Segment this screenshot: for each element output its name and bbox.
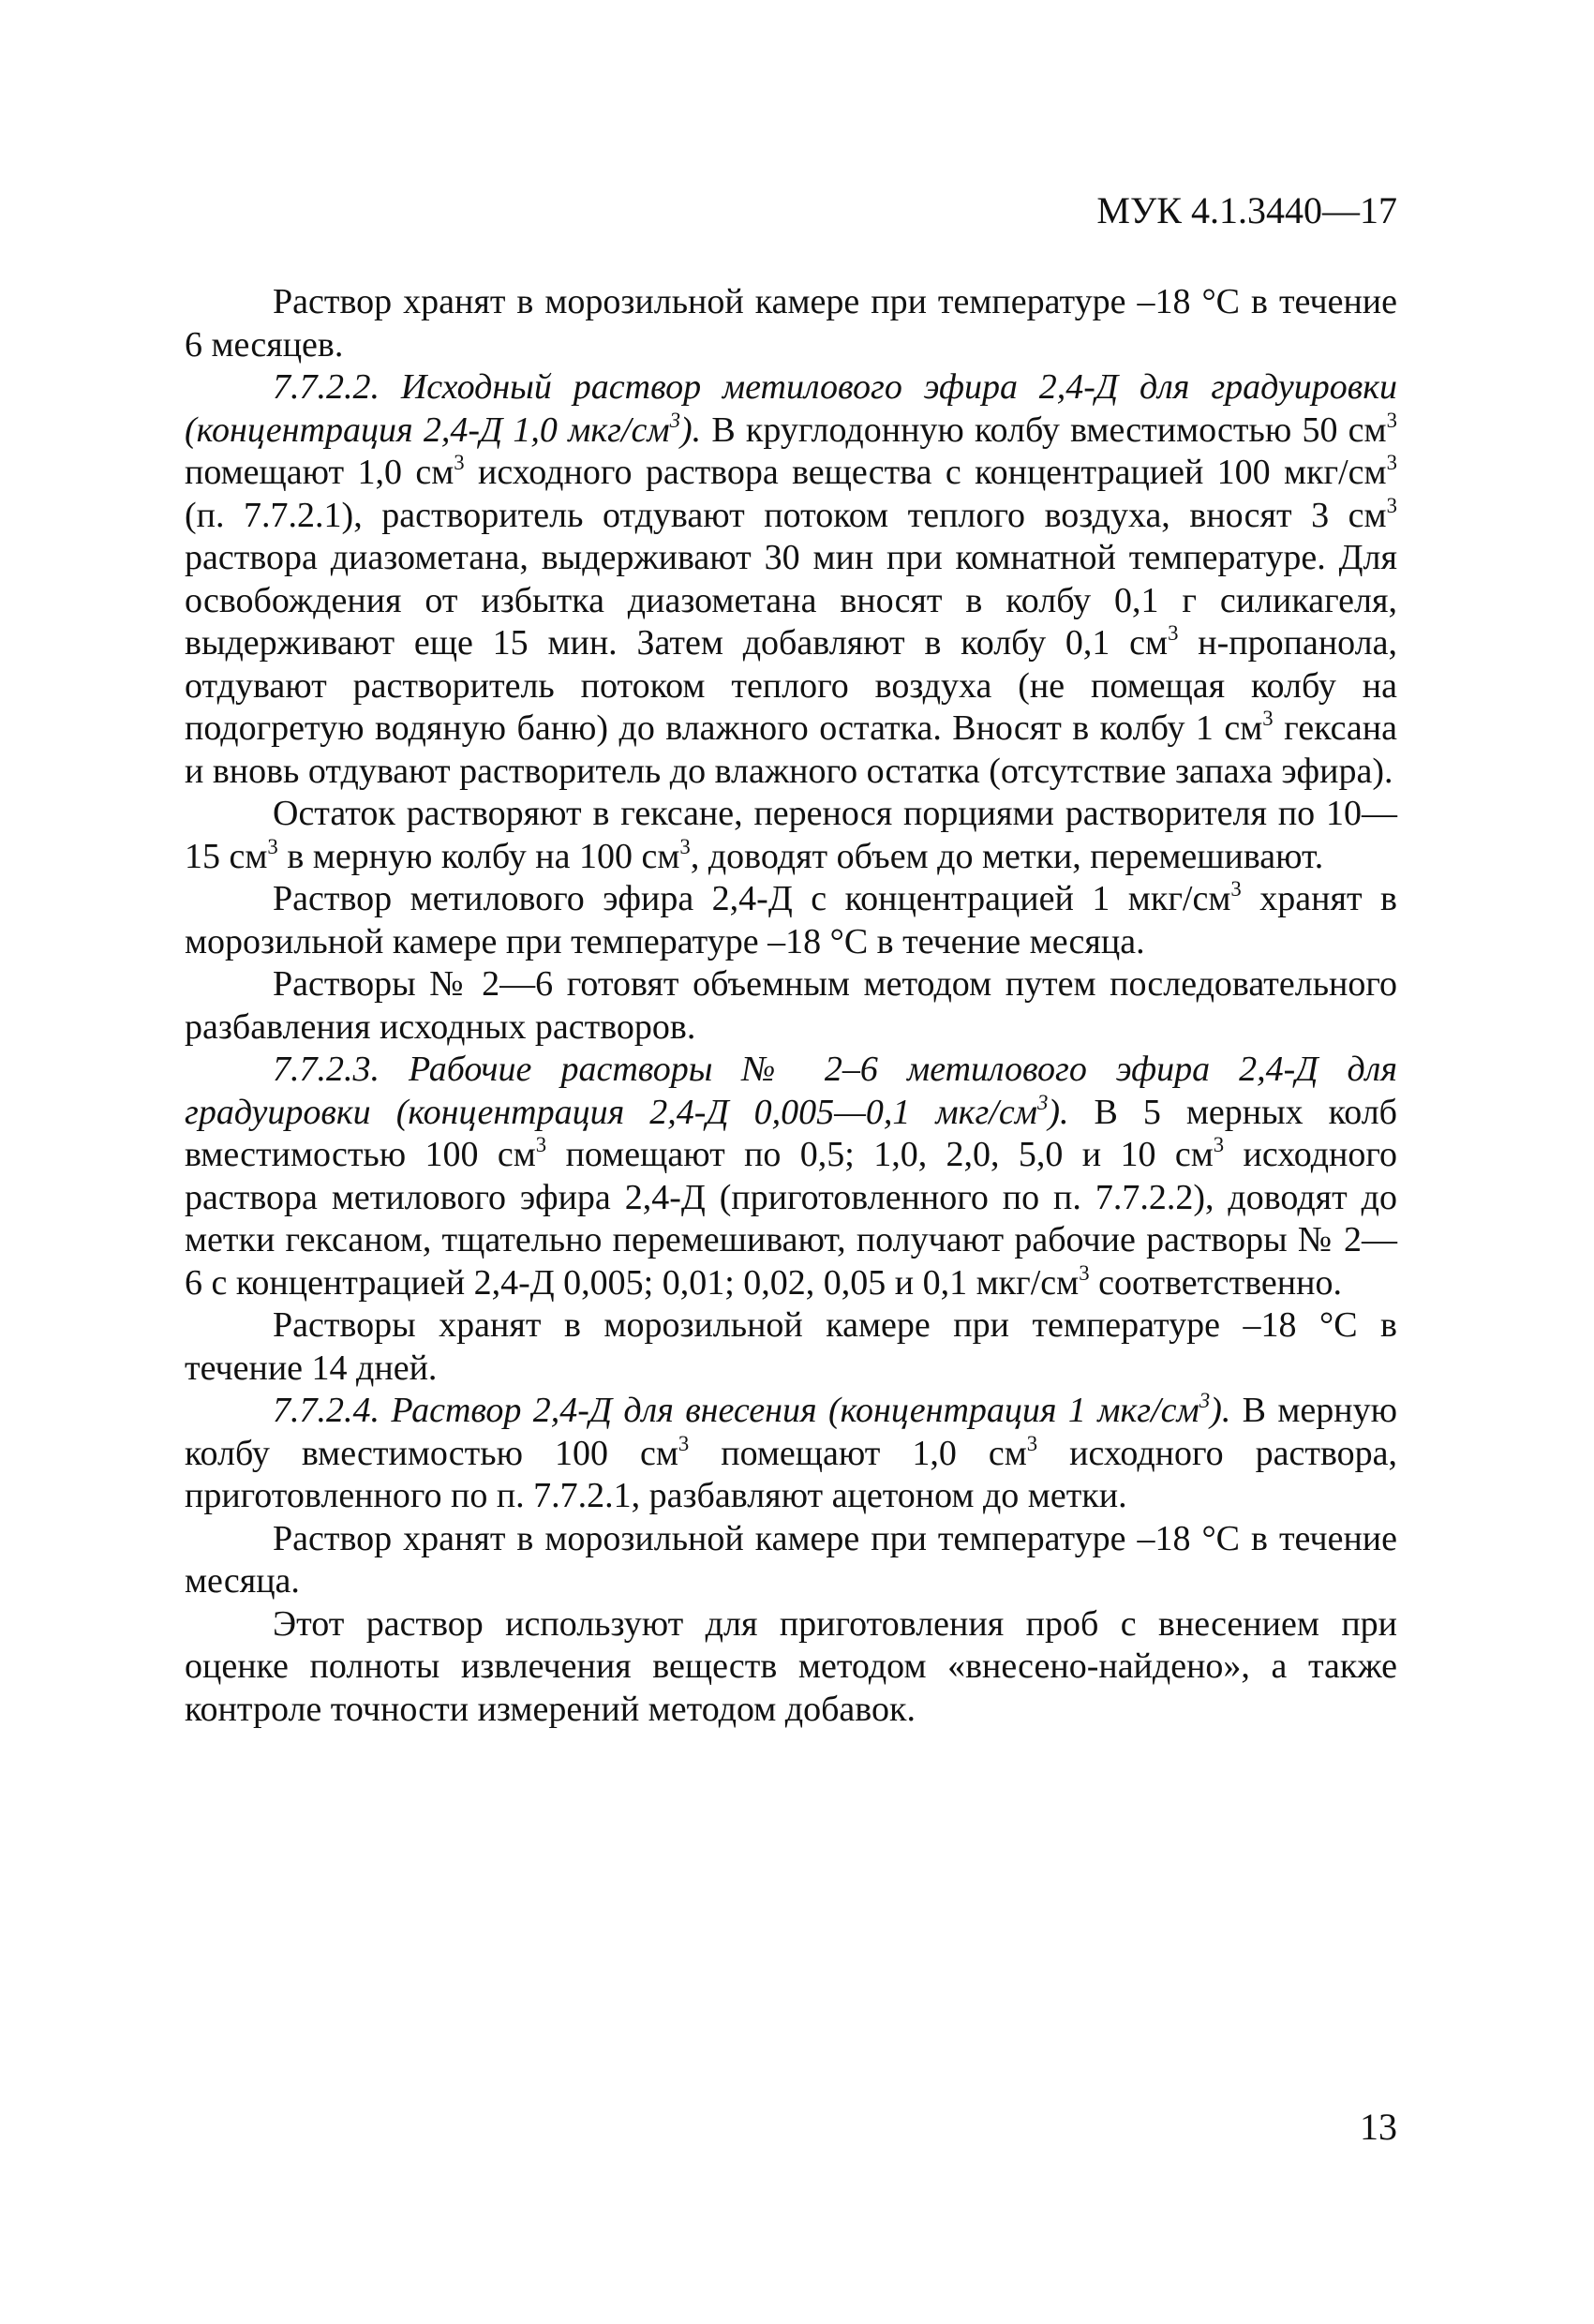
paragraph-usage: Этот раствор используют для приготовления проб с внесением при оценке полноты извлечения веществ методом «внесено-найдено», а также контроле точности измерений методом добавок. [185, 1603, 1397, 1729]
paragraph-storage-month: Раствор хранят в морозильной камере при температуре –18 °С в течение месяца. [185, 1518, 1397, 1601]
paragraph-7-7-2-2: 7.7.2.2. Исходный раствор метилового эфира 2,4-Д для градуировки (концентрация 2,4-Д 1,0 мкг/$см^3$). В круглодонную колбу вместимостью 50 $см^3$ помещают 1,0 $см^3$ исходного раствора вещества с концентрацией 100 мкг/$см^3$ (п. 7.7.2.1), растворитель отдувают потоком теплого воздуха, вносят 3 $см^3$ раствора диазометана, выдерживают 30 мин при комнатной температуре. Для освобождения от избытка диазометана вносят в колбу 0,1 г силикагеля, выдерживают еще 15 мин. Затем добавляют в колбу 0,1 $см^3$ н-пропанола, отдувают растворитель потоком теплого воздуха (не помещая колбу на подогретую водяную баню) до влажного остатка. Вносят в колбу 1 $см^3$ гексана и вновь отдувают растворитель до влажного остатка (отсутствие запаха эфира). [185, 367, 1397, 791]
section-title-7-7-2-2: 7.7.2.2. Исходный раствор метилового эфира 2,4-Д для градуировки (концентрация 2,4-Д 1,0 мкг/$см^3$). [185, 367, 1397, 450]
document-code: МУК 4.1.3440—17 [1096, 189, 1397, 231]
paragraph-storage-14-days: Растворы хранят в морозильной камере при температуре –18 °С в течение 14 дней. [185, 1305, 1397, 1388]
section-title-7-7-2-3: 7.7.2.3. Рабочие растворы № 2–6 метилового эфира 2,4-Д для градуировки (концентрация 2,4-Д 0,005—0,1 мкг/$см^3$). [185, 1050, 1397, 1132]
paragraph-solutions-2-6: Растворы № 2—6 готовят объемным методом путем последовательного разбавления исходных растворов. [185, 964, 1397, 1047]
paragraph-storage-1-month: Раствор метилового эфира 2,4-Д с концентрацией 1 мкг/$см^3$ хранят в морозильной камере при температуре –18 °С в течение месяца. [185, 877, 1397, 961]
page-number: 13 [1360, 2106, 1397, 2148]
paragraph-7-7-2-4: 7.7.2.4. Раствор 2,4-Д для внесения (концентрация 1 мкг/$см^3$). В мерную колбу вместимостью 100 $см^3$ помещают 1,0 $см^3$ исходного раствора, приготовленного по п. 7.7.2.1, разбавляют ацетоном до метки. [185, 1389, 1397, 1515]
paragraph-residue-dissolve: Остаток растворяют в гексане, перенося порциями растворителя по 10—15 $см^3$ в мерную колбу на 100 $см^3$, доводят объем до метки, перемешивают. [185, 794, 1397, 876]
paragraph-7-7-2-3: 7.7.2.3. Рабочие растворы № 2–6 метилового эфира 2,4-Д для градуировки (концентрация 2,4-Д 0,005—0,1 мкг/$см^3$). В 5 мерных колб вместимостью 100 $см^3$ помещают по 0,5; 1,0, 2,0, 5,0 и 10 $см^3$ исходного раствора метилового эфира 2,4-Д (приготовленного по п. 7.7.2.2), доводят до метки гексаном, тщательно перемешивают, получают рабочие растворы № 2—6 с концентрацией 2,4-Д 0,005; 0,01; 0,02, 0,05 и 0,1 мкг/$см^3$ соответственно. [185, 1050, 1398, 1303]
section-title-7-7-2-4: 7.7.2.4. Раствор 2,4-Д для внесения (концентрация 1 мкг/$см^3$). [273, 1389, 1231, 1430]
document-body [185, 281, 1397, 1731]
paragraph-storage-6-months: Раствор хранят в морозильной камере при температуре –18 °С в течение 6 месяцев. [185, 282, 1397, 365]
